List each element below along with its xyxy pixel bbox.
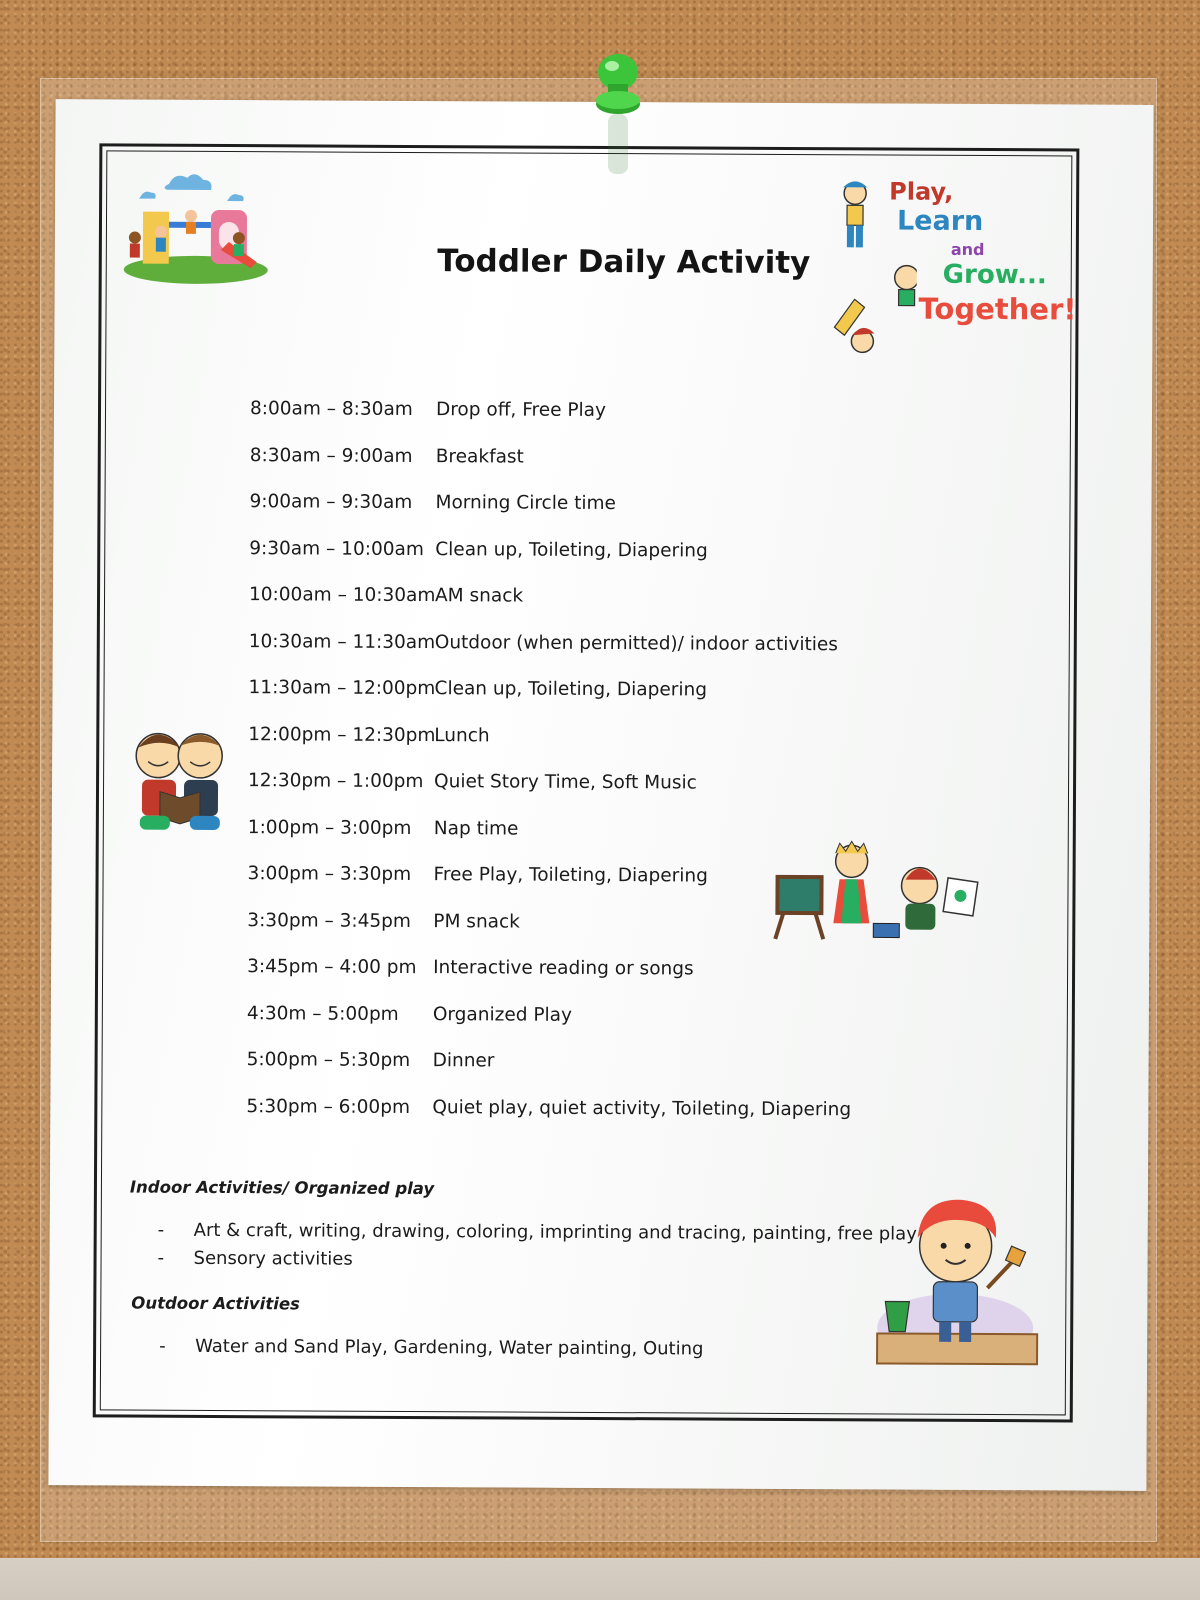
schedule-time: 10:00am – 10:30am <box>248 584 436 607</box>
logo-line-learn: Learn <box>896 205 984 237</box>
schedule-row <box>248 677 848 727</box>
schedule-sheet <box>48 99 1153 1491</box>
schedule-activity: Interactive reading or songs <box>433 957 694 980</box>
bullet-marker: - <box>157 1219 165 1241</box>
play-learn-grow-logo <box>826 177 1077 358</box>
schedule-row <box>248 770 848 820</box>
schedule-activity: Lunch <box>434 724 490 746</box>
list-item-text: Art & craft, writing, drawing, coloring, imprinting and tracing, painting, free play <box>193 1219 917 1245</box>
bullet-marker: - <box>159 1335 166 1357</box>
schedule-time: 9:00am – 9:30am <box>249 491 413 514</box>
list-item-text: Sensory activities <box>193 1247 353 1270</box>
list-item-text: Water and Sand Play, Gardening, Water painting, Outing <box>195 1335 704 1360</box>
schedule-activity: Morning Circle time <box>435 492 616 515</box>
schedule-time: 3:45pm – 4:00 pm <box>247 956 417 979</box>
schedule-time: 5:30pm – 6:00pm <box>246 1095 411 1118</box>
schedule-activity: Quiet Story Time, Soft Music <box>434 771 697 794</box>
schedule-time: 8:30am – 9:00am <box>249 444 413 467</box>
schedule-row <box>249 538 849 588</box>
logo-line-play: Play, <box>889 177 954 206</box>
schedule-row <box>247 863 847 913</box>
schedule-time: 11:30am – 12:00pm <box>248 677 436 700</box>
schedule-row <box>247 956 847 1006</box>
schedule-time: 3:00pm – 3:30pm <box>247 863 412 886</box>
reading-kids-clipart <box>130 722 231 843</box>
schedule-activity: Organized Play <box>432 1003 572 1026</box>
schedule-activity: Free Play, Toileting, Diapering <box>433 864 708 887</box>
schedule-list <box>246 398 850 1145</box>
sandbox-kid-clipart <box>875 1197 1044 1368</box>
page-title: Toddler Daily Activity <box>437 243 811 282</box>
schedule-time: 9:30am – 10:00am <box>249 537 424 560</box>
schedule-row <box>250 398 850 448</box>
schedule-row <box>249 491 849 541</box>
schedule-activity: Nap time <box>433 817 519 840</box>
schedule-activity: PM snack <box>433 910 520 933</box>
schedule-time: 5:00pm – 5:30pm <box>246 1049 411 1072</box>
schedule-row <box>246 1095 852 1146</box>
schedule-row <box>248 817 848 867</box>
indoor-heading: Indoor Activities/ Organized play <box>129 1177 435 1199</box>
schedule-activity: Clean up, Toileting, Diapering <box>435 538 708 562</box>
schedule-activity: Outdoor (when permitted)/ indoor activities <box>434 631 838 655</box>
board-frame-bottom <box>0 1558 1200 1600</box>
schedule-row <box>250 445 850 495</box>
painting-kids-clipart <box>773 839 984 950</box>
logo-line-together: Together! <box>918 291 1077 327</box>
outdoor-heading: Outdoor Activities <box>131 1293 300 1314</box>
push-pin-icon <box>590 52 646 202</box>
schedule-row <box>247 910 847 960</box>
schedule-row <box>248 724 848 774</box>
schedule-row <box>249 631 849 681</box>
schedule-time: 10:30am – 11:30am <box>248 630 436 653</box>
schedule-time: 12:00pm – 12:30pm <box>248 723 436 746</box>
schedule-activity: Drop off, Free Play <box>435 399 607 422</box>
schedule-activity: Clean up, Toileting, Diapering <box>434 678 708 701</box>
schedule-time: 12:30pm – 1:00pm <box>248 770 424 793</box>
schedule-activity: Quiet play, quiet activity, Toileting, Diapering <box>432 1096 852 1120</box>
schedule-time: 1:00pm – 3:00pm <box>247 816 412 839</box>
schedule-row <box>247 1003 847 1053</box>
schedule-activity: Breakfast <box>435 445 524 468</box>
schedule-activity: AM snack <box>434 585 524 607</box>
schedule-time: 4:30m – 5:00pm <box>246 1002 399 1025</box>
schedule-time: 8:00am – 8:30am <box>249 398 413 421</box>
schedule-row <box>246 1049 846 1099</box>
bullet-marker: - <box>157 1247 165 1269</box>
logo-line-grow: Grow... <box>942 259 1047 291</box>
schedule-time: 3:30pm – 3:45pm <box>247 909 412 932</box>
logo-line-and: and <box>950 239 985 260</box>
schedule-row <box>249 584 849 634</box>
schedule-activity: Dinner <box>432 1050 495 1072</box>
